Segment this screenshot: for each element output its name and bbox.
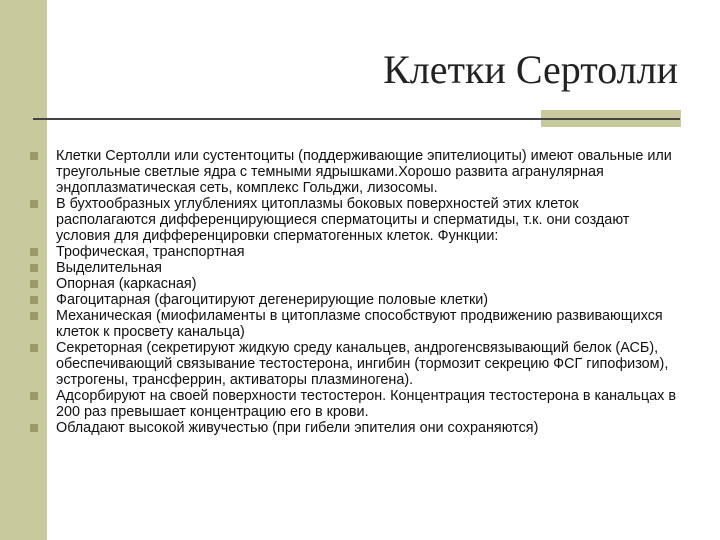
square-bullet-icon <box>30 296 38 304</box>
list-item-text: Фагоцитарная (фагоцитируют дегенерирующие половые клетки) <box>56 292 489 308</box>
list-item-text: Опорная (каркасная) <box>56 276 197 292</box>
list-item-text: Обладают высокой живучестью (при гибели эпителия они сохраняются) <box>56 420 539 436</box>
list-item-text: Механическая (миофиламенты в цитоплазме способствуют продвижению развивающихся клеток к просвету канальца) <box>56 308 663 340</box>
list-item-text: Секреторная (секретируют жидкую среду канальцев, андрогенсвязывающий белок (АСБ), обеспечивающий связывание тестостерона, ингибин (тормозит секрецию ФСГ гипофизом), эстрогены, трансферрин, активаторы плазминогена). <box>56 340 669 388</box>
title-divider <box>33 118 680 120</box>
slide-title: Клетки Сертолли <box>383 47 678 92</box>
list-item <box>30 388 678 420</box>
square-bullet-icon <box>30 392 38 400</box>
square-bullet-icon <box>30 200 38 208</box>
square-bullet-icon <box>30 264 38 272</box>
list-item-text: Адсорбируют на своей поверхности тестостерон. Концентрация тестостерона в канальцах в 200 раз превышает концентрацию его в крови. <box>56 388 677 420</box>
list-item <box>30 196 678 244</box>
square-bullet-icon <box>30 248 38 256</box>
list-item-text: В бухтообразных углублениях цитоплазмы боковых поверхностей этих клеток располагаются дифференцирующиеся сперматоциты и сперматиды, т.к. они создают условия для дифференцировки сперматогенных клеток. Функции: <box>56 196 630 244</box>
list-item <box>30 276 678 292</box>
list-item <box>30 244 678 260</box>
list-item <box>30 292 678 308</box>
list-item-text: Трофическая, транспортная <box>56 244 245 260</box>
square-bullet-icon <box>30 424 38 432</box>
square-bullet-icon <box>30 152 38 160</box>
square-bullet-icon <box>30 312 38 320</box>
list-item <box>30 260 678 276</box>
list-item <box>30 340 678 388</box>
list-item <box>30 420 678 436</box>
list-item <box>30 148 678 196</box>
list-item-text: Выделительная <box>56 260 162 276</box>
square-bullet-icon <box>30 344 38 352</box>
list-item-text: Клетки Сертолли или сустентоциты (поддерживающие эпителиоциты) имеют овальные или треугольные светлые ядра с темными ядрышками.Хорошо развита агранулярная эндоплазматическая сеть, комплекс Гольджи, лизосомы. <box>56 148 672 196</box>
bullet-list <box>30 148 678 436</box>
list-item <box>30 308 678 340</box>
square-bullet-icon <box>30 280 38 288</box>
